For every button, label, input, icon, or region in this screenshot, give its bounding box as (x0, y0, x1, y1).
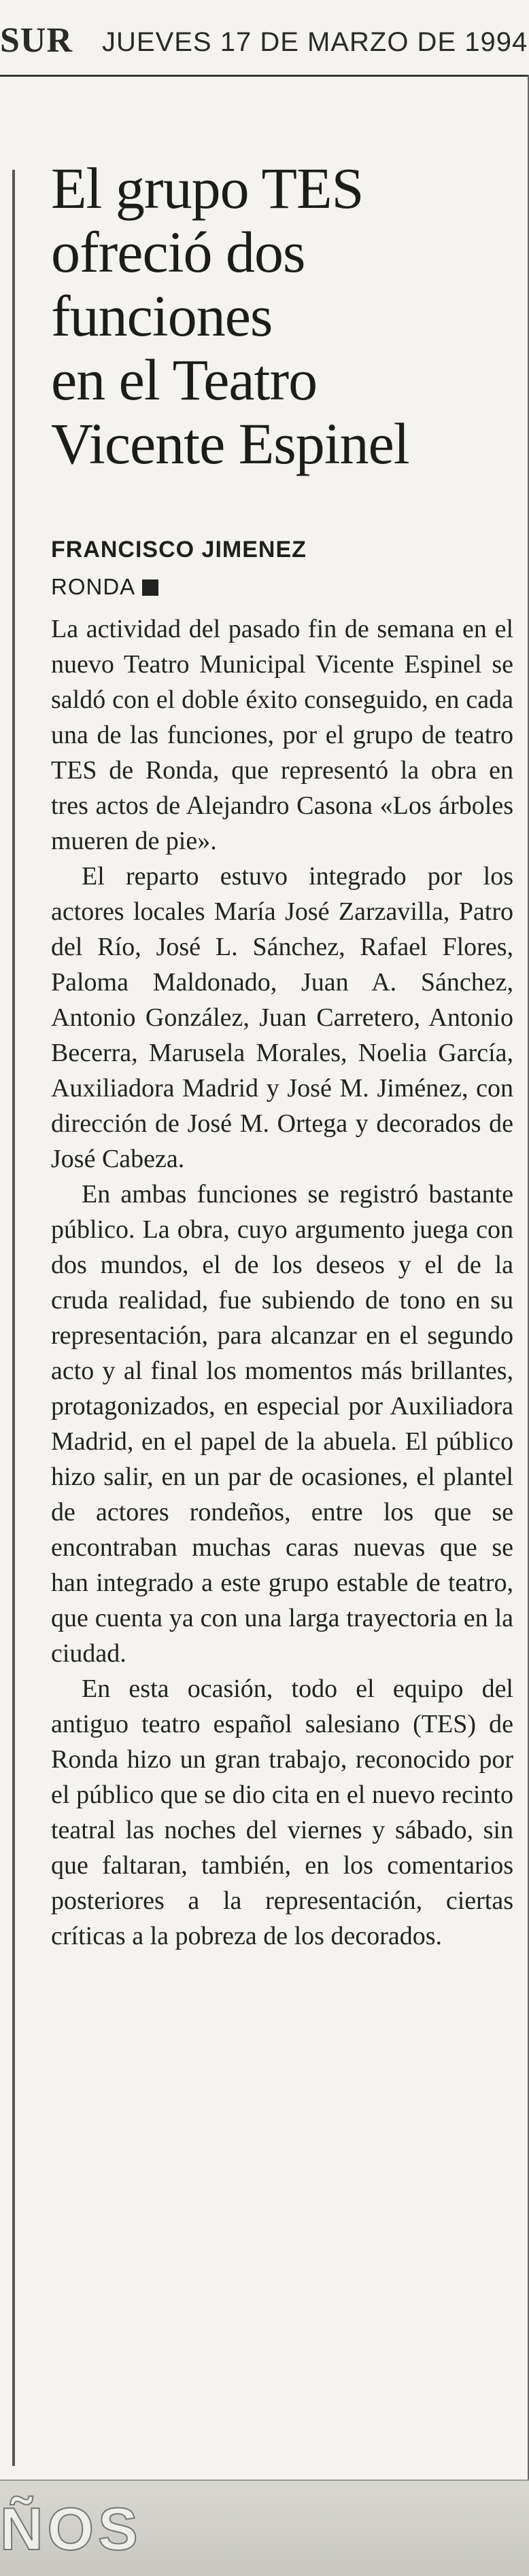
article-paragraph: En ambas funciones se registró bastante público. La obra, cuyo argumento juega con dos mundos, el de los deseos y el de la cruda realidad, fue subiendo de tono en su representación, para alcanzar en el segundo acto y al final los momentos más brillantes, protagonizados, en especial por Auxiliadora Madrid, en el papel de la abuela. El público hizo salir, en un par de ocasiones, el plantel de actores rondeños, entre los que se encontraban muchas caras nuevas que se han integrado a este grupo estable de teatro, que cuenta ya con una larga trayectoria en la ciudad. (51, 1180, 513, 1668)
article-paragraph: El reparto estuvo integrado por los actores locales María José Zarzavilla, Patro del Río, José L. Sánchez, Rafael Flores, Paloma Maldonado, Juan A. Sánchez, Antonio González, Juan Carretero, Antonio Becerra, Marusela Morales, Noelia García, Auxiliadora Madrid y José M. Jiménez, con dirección de José M. Ortega y decorados de José Cabeza. (51, 862, 513, 1173)
newspaper-logo: SUR (0, 21, 73, 60)
article-paragraph: La actividad del pasado fin de semana en el nuevo Teatro Municipal Vicente Espinel se saldó con el doble éxito conseguido, en cada una de las funciones, por el grupo de teatro TES de Ronda, que representó la obra en tres actos de Alejandro Casona «Los árboles mueren de pie». (51, 615, 513, 855)
dateline-place: RONDA (51, 574, 136, 599)
article-paragraph: En esta ocasión, todo el equipo del antiguo teatro español salesiano (TES) de Ronda hizo un gran trabajo, reconocido por el público que se dio cita en el nuevo recinto teatral las noches del viernes y sábado, sin que faltaran, también, en los comentarios posteriores a la representación, ciertas críticas a la pobreza de los decorados. (51, 1675, 513, 1950)
next-article-header-fragment (0, 2480, 529, 2576)
headline-line: El grupo TES (51, 156, 364, 221)
newspaper-masthead (0, 0, 529, 77)
headline-line: ofreció dos (51, 219, 305, 285)
author-byline: FRANCISCO JIMENEZ (51, 537, 307, 562)
square-bullet-icon (142, 579, 158, 596)
headline-line: funciones (51, 283, 273, 348)
dateline (51, 574, 158, 600)
next-article-title-fragment: ÑOS (0, 2495, 142, 2562)
headline-line: en el Teatro (51, 347, 318, 412)
article-body (51, 611, 513, 1954)
article-headline (51, 156, 520, 476)
headline-line: Vicente Espinel (51, 411, 409, 476)
issue-date: JUEVES 17 DE MARZO DE 1994 (102, 27, 528, 57)
column-rule-left (12, 170, 15, 2466)
